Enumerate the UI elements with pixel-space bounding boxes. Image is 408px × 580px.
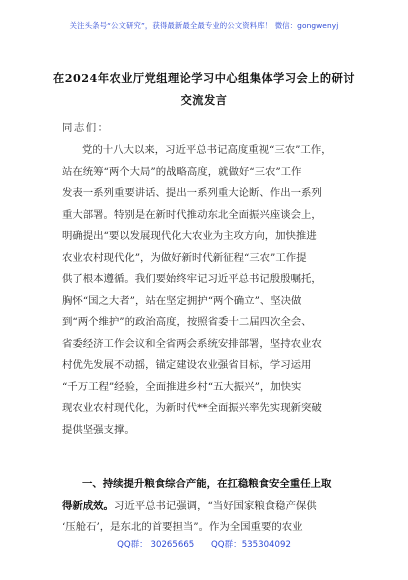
paragraph-line: 现农业农村现代化，为新时代**全面振兴率先实现新突破 <box>62 402 322 414</box>
paragraph-line: 省委经济工作会议和全省两会系统安排部署，坚持农业农 <box>62 337 322 350</box>
footer-qq-group-1: QQ群： 30265665 <box>117 540 195 550</box>
paragraph-1 <box>62 140 362 441</box>
footer-qq-group-2: QQ群：535304092 <box>211 540 291 550</box>
paragraph-line: 胸怀“国之大者”，站在坚定拥护“两个确立”、坚决做 <box>62 294 302 307</box>
footer <box>0 538 408 550</box>
paragraph-line: 提供坚强支撑。 <box>62 423 135 436</box>
paragraph-line: 供了根本遵循。我们要始终牢记习近平总书记殷殷嘱托， <box>62 273 322 285</box>
paragraph-line: 明确提出“要以发展现代化大农业为主攻方向，加快推进 <box>62 230 317 242</box>
paragraph-line: 农业农村现代化”，为做好新时代新征程“三农”工作提 <box>62 251 307 264</box>
salutation: 同志们： <box>62 122 110 134</box>
section-heading-tail: 得新成效。 <box>62 499 114 512</box>
paragraph-line: 发表一系列重要讲话、提出一系列重大论断、作出一系列 <box>62 187 322 199</box>
section-heading: 一、持续提升粮食综合产能，在扛稳粮食安全重任上取 <box>82 478 332 490</box>
document-title-line-2: 交流发言 <box>180 93 228 107</box>
paragraph-line: 党的十八大以来，习近平总书记高度重视“三农”工作， <box>82 144 332 156</box>
document-title-line-1: 在2024年农业厅党组理论学习中心组集体学习会上的研讨 <box>53 71 355 85</box>
section-text: 习近平总书记强调，“当好国家粮食稳产保供 <box>113 499 317 512</box>
header-banner: 关注头条号“公文研究”，获得最新最全最专业的公文资料库！ 微信：gongwenyj <box>69 21 339 30</box>
paragraph-line: 村优先发展不动摇，锚定建设农业强省目标，学习运用 <box>62 359 312 371</box>
section-text-line: ‘压舱石’，是东北的首要担当”。作为全国重要的农业 <box>62 521 303 533</box>
paragraph-line: 站在统筹“两个大局”的战略高度，就做好“三农”工作 <box>62 165 302 178</box>
paragraph-line: “千万工程”经验，全面推进乡村“五大振兴”，加快实 <box>62 380 302 393</box>
section-1 <box>62 474 362 539</box>
paragraph-line: 到“两个维护”的政治高度，按照省委十二届四次全会、 <box>62 316 312 328</box>
paragraph-line: 重大部署。特别是在新时代推动东北全面振兴座谈会上， <box>62 208 322 221</box>
